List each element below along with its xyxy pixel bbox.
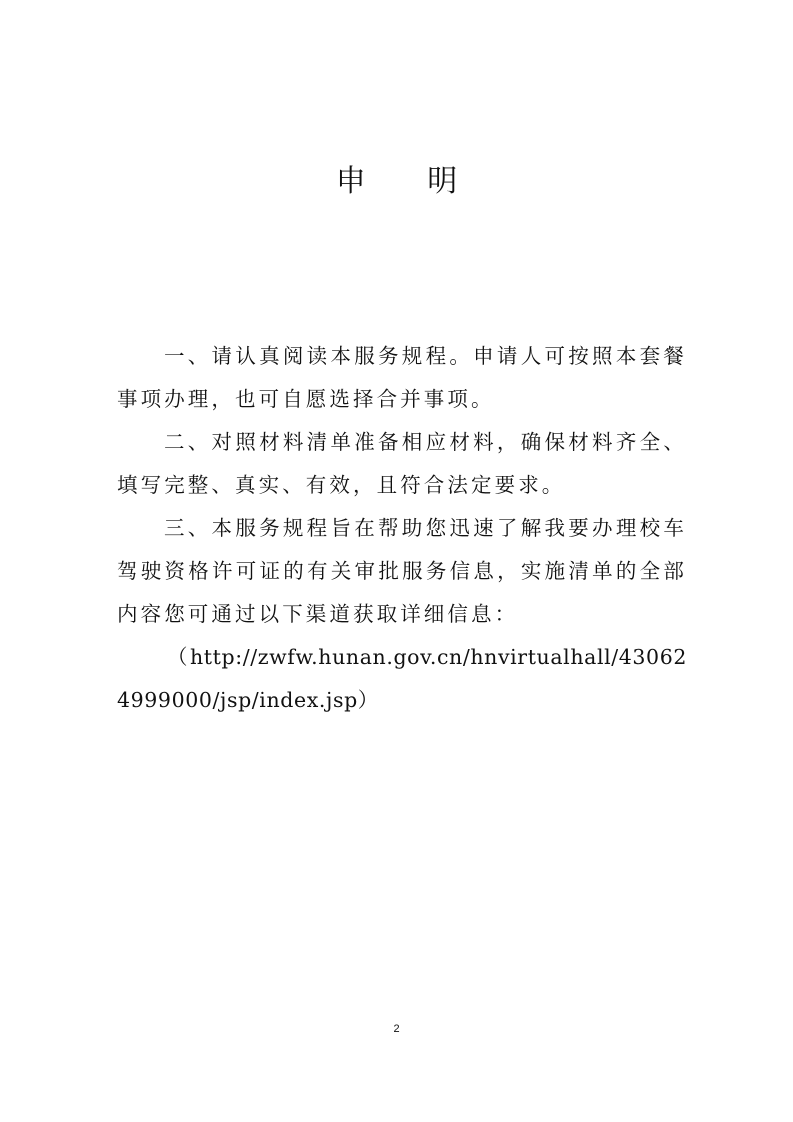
paragraph-3: 三、本服务规程旨在帮助您迅速了解我要办理校车驾驶资格许可证的有关审批服务信息，实施清单的全部内容您可通过以下渠道获取详细信息：	[117, 516, 687, 626]
service-url: （http://zwfw.hunan.gov.cn/hnvirtualhall/430624999000/jsp/index.jsp）	[117, 645, 687, 712]
paragraph-1: 一、请认真阅读本服务规程。申请人可按照本套餐事项办理，也可自愿选择合并事项。	[117, 344, 687, 411]
paragraph-2: 二、对照材料清单准备相应材料，确保材料齐全、填写完整、真实、有效，且符合法定要求。	[117, 430, 687, 497]
page-title: 申 明	[335, 164, 484, 199]
page-number: 2	[393, 1023, 400, 1035]
